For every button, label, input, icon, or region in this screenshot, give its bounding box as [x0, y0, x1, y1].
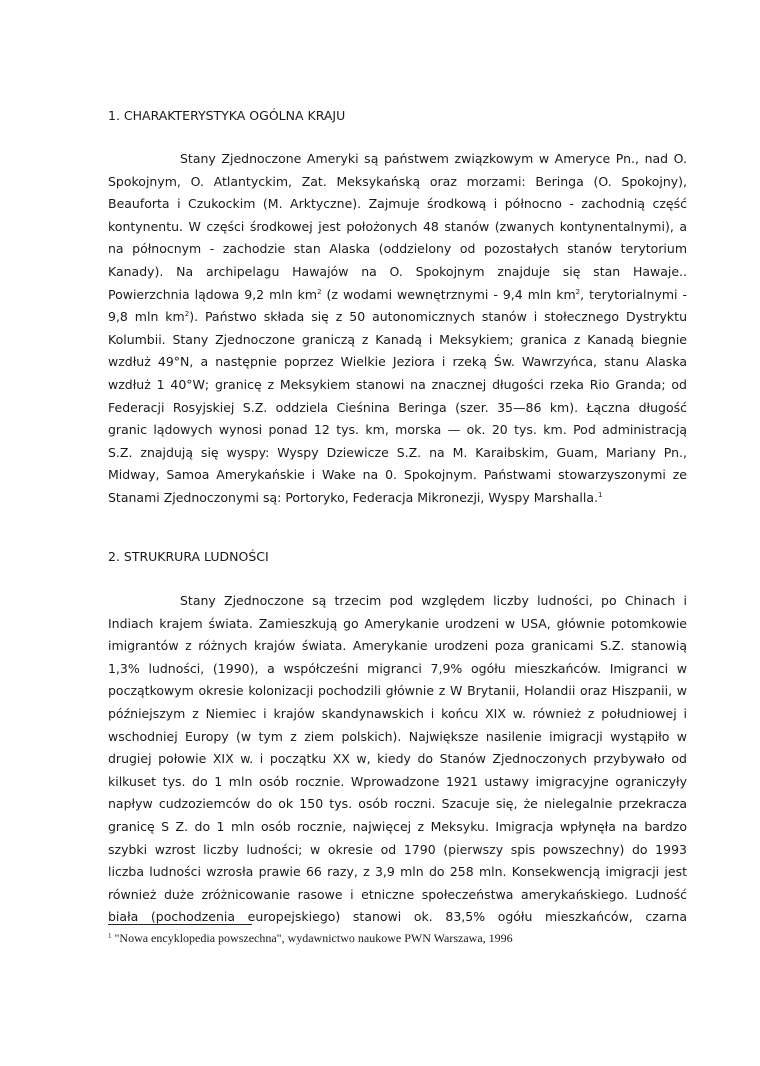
section-2-paragraph — [108, 590, 687, 929]
text-line: Federacji Rosyjskiej S.Z. oddziela Cieśnina Beringa (szer. 35—86 km). Łączna długość — [108, 399, 687, 415]
superscript: 2 — [317, 287, 322, 296]
text-line: Kanady). Na archipelagu Hawajów na O. Spokojnym znajduje się stan Hawaje.. — [108, 263, 687, 279]
text-line: Stany Zjednoczone są trzecim pod względem liczby ludności, po Chinach i — [180, 593, 687, 608]
text-line-area — [108, 284, 687, 307]
text-line: szybki wzrost liczby ludności; w okresie od 1790 (pierwszy spis powszechny) do 1993 — [108, 841, 687, 857]
text-line: również duże zróżnicowanie rasowe i etniczne społeczeństwa amerykańskiego. Ludność — [108, 886, 687, 902]
text-line: na północnym - zachodzie stan Alaska (oddzielony od pozostałych stanów terytorium — [108, 241, 687, 257]
text-line: napływ cudzoziemców do ok 150 tys. osób roczni. Szacuje się, że nielegalnie przekracza — [108, 796, 687, 812]
text-line: Beauforta i Czukockim (M. Arktyczne). Zajmuje środkową i północno - zachodnią część — [108, 196, 687, 212]
text-line: granicę S Z. do 1 mln osób rocznie, najwięcej z Meksyku. Imigracja wpłynęła na bardzo — [108, 818, 687, 834]
text-line: Kolumbii. Stany Zjednoczone graniczą z Kanadą i Meksykiem; granica z Kanadą biegnie — [108, 331, 687, 347]
area-text-d: 9,8 mln km — [108, 309, 185, 325]
footnote-separator — [108, 924, 252, 925]
text-line: S.Z. znajdują się wyspy: Wyspy Dziewicze S.Z. na M. Karaibskim, Guam, Mariany Pn., — [108, 444, 687, 460]
section-heading-2: 2. STRUKRURA LUDNOŚCI — [108, 549, 269, 564]
text-line: biała (pochodzenia europejskiego) stanowi ok. 83,5% ogółu mieszkańców, czarna — [108, 909, 687, 925]
text-line: początkowym okresie kolonizacji pochodzili głównie z W Brytanii, Holandii oraz Hiszpanii, w — [108, 683, 687, 699]
section-heading-1: 1. CHARAKTERYSTYKA OGÓLNA KRAJU — [108, 108, 346, 123]
text-line: 1,3% ludności, (1990), a współcześni migranci 7,9% ogółu mieszkańców. Imigranci w — [108, 660, 687, 676]
text-line: liczba ludności wzrosła prawie 66 razy, z 3,9 mln do 258 mln. Konsekwencją imigracji jest — [108, 864, 687, 880]
section-1-paragraph — [108, 148, 687, 510]
text-line: imigrantów z różnych krajów świata. Amerykanie urodzeni poza granicami S.Z. stanowią — [108, 638, 687, 654]
area-text-b: (z wodami wewnętrznymi - 9,4 mln km — [321, 286, 576, 302]
text-line: granic lądowych wynosi ponad 12 tys. km, morska — ok. 20 tys. km. Pod administracją — [108, 422, 687, 438]
footnote-text: "Nowa encyklopedia powszechna", wydawnictwo naukowe PWN Warszawa, 1996 — [111, 931, 513, 945]
text-line: kilkuset tys. do 1 mln osób rocznie. Wprowadzone 1921 ustawy imigracyjne ograniczyły — [108, 773, 687, 789]
footnote-number: 1 — [108, 932, 112, 940]
text-line: kontynentu. W części środkowej jest położonych 48 stanów (zwanych kontynentalnymi), a — [108, 218, 687, 234]
footnote — [108, 931, 513, 946]
text-line: Stany Zjednoczone Ameryki są państwem związkowym w Ameryce Pn., nad O. — [180, 151, 687, 166]
text-line: Spokojnym, O. Atlantyckim, Zat. Meksykańską oraz morzami: Beringa (O. Spokojny), — [108, 173, 687, 189]
superscript: 2 — [575, 287, 581, 296]
text-line: wschodniej Europy (w tym z ziem polskich). Największe nasilenie imigracji wystąpiło w — [108, 728, 687, 744]
text-line: wzdłuż 1 40°W; granicę z Meksykiem stanowi na znacznej długości rzeka Rio Granda; od — [108, 376, 687, 392]
text-line-area-2 — [108, 306, 687, 329]
area-text-a: Powierzchnia lądowa 9,2 mln km — [108, 286, 318, 302]
text-line: późniejszym z Niemiec i krajów skandynawskich i końcu XIX w. również z południowej i — [108, 705, 687, 721]
text-line: Midway, Samoa Amerykańskie i Wake na 0. Spokojnym. Państwami stowarzyszonymi ze — [108, 467, 687, 483]
text-line-last — [108, 487, 687, 510]
text-line: wzdłuż 49°N, a następnie poprzez Wielkie Jeziora i rzeką Św. Wawrzyńca, stanu Alaska — [108, 354, 687, 370]
text-line: Indiach krajem świata. Zamieszkują go Amerykanie urodzeni w USA, głównie potomkowie — [108, 615, 687, 631]
last-line-text: Stanami Zjednoczonymi są: Portoryko, Federacja Mikronezji, Wyspy Marshalla. — [108, 489, 598, 505]
text-line: drugiej połowie XIX w. i początku XX w, kiedy do Stanów Zjednoczonych przybywało od — [108, 751, 687, 767]
superscript: 2 — [184, 310, 190, 319]
area-text-c: , terytorialnymi - — [580, 286, 687, 302]
footnote-reference[interactable]: 1 — [597, 490, 603, 499]
area-text-e: ). Państwo składa się z 50 autonomicznych stanów i stołecznego Dystryktu — [189, 309, 687, 325]
